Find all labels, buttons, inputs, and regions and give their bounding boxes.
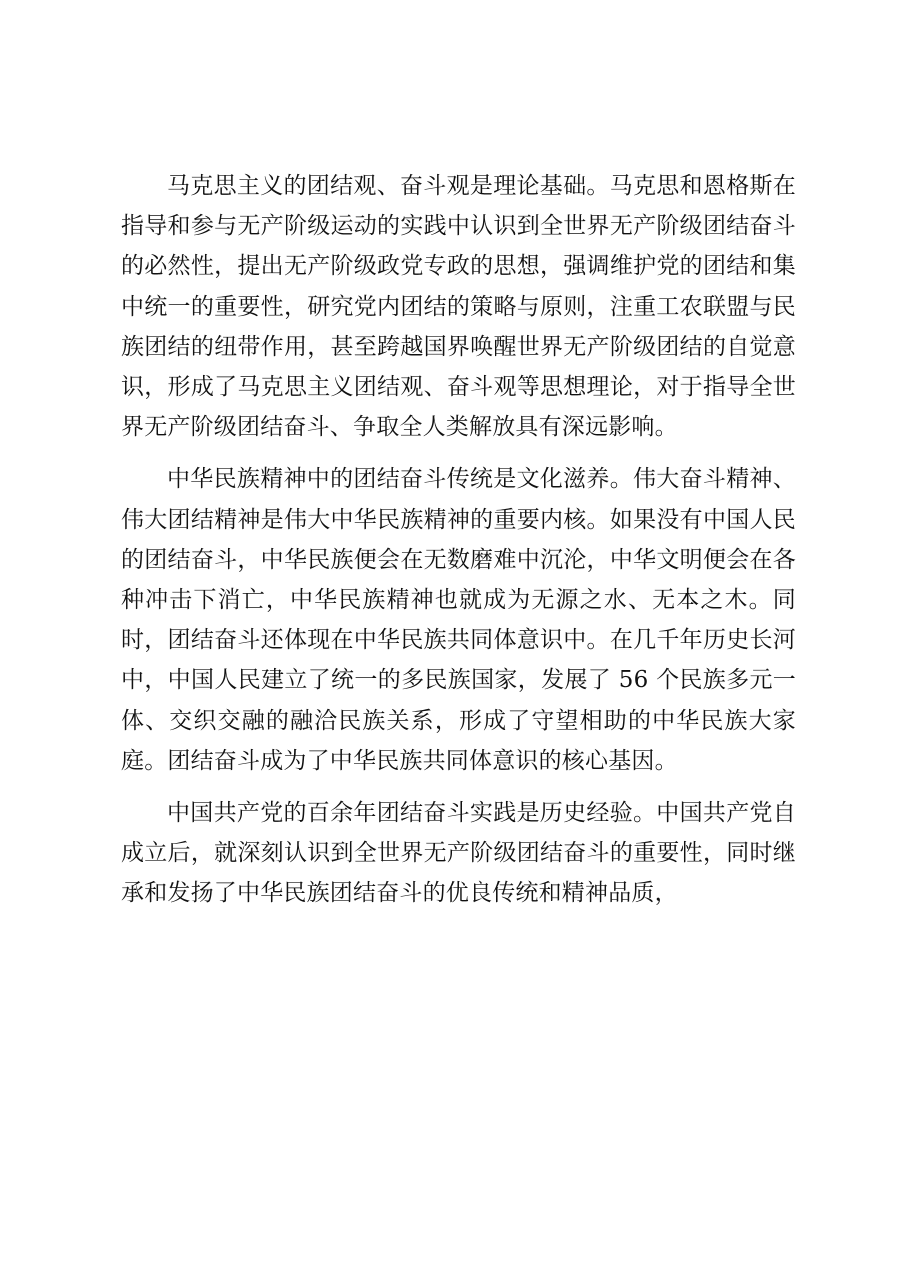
paragraph-cultural-nourishment: 中华民族精神中的团结奋斗传统是文化滋养。伟大奋斗精神、伟大团结精神是伟大中华民族精神的重要内核。如果没有中国人民的团结奋斗，中华民族便会在无数磨难中沉沦，中华文明便会在各种冲击下消亡，中华民族精神也就成为无源之水、无本之木。同时，团结奋斗还体现在中华民族共同体意识中。在几千年历史长河中，中国人民建立了统一的多民族国家，发展了 56 个民族多元一体、交织交融的融洽民族关系，形成了守望相助的中华民族大家庭。团结奋斗成为了中华民族共同体意识的核心基因。 [121,466,796,774]
paragraph-theoretical-basis: 马克思主义的团结观、奋斗观是理论基础。马克思和恩格斯在指导和参与无产阶级运动的实践中认识到全世界无产阶级团结奋斗的必然性，提出无产阶级政党专政的思想，强调维护党的团结和集中统一的重要性，研究党内团结的策略与原则，注重工农联盟与民族团结的纽带作用，甚至跨越国界唤醒世界无产阶级团结的自觉意识，形成了马克思主义团结观、奋斗观等思想理论，对于指导全世界无产阶级团结奋斗、争取全人类解放具有深远影响。 [121,173,796,441]
paragraph-historical-experience: 中国共产党的百余年团结奋斗实践是历史经验。中国共产党自成立后，就深刻认识到全世界无产阶级团结奋斗的重要性，同时继承和发扬了中华民族团结奋斗的优良传统和精神品质， [121,800,796,907]
document-body [121,166,796,914]
